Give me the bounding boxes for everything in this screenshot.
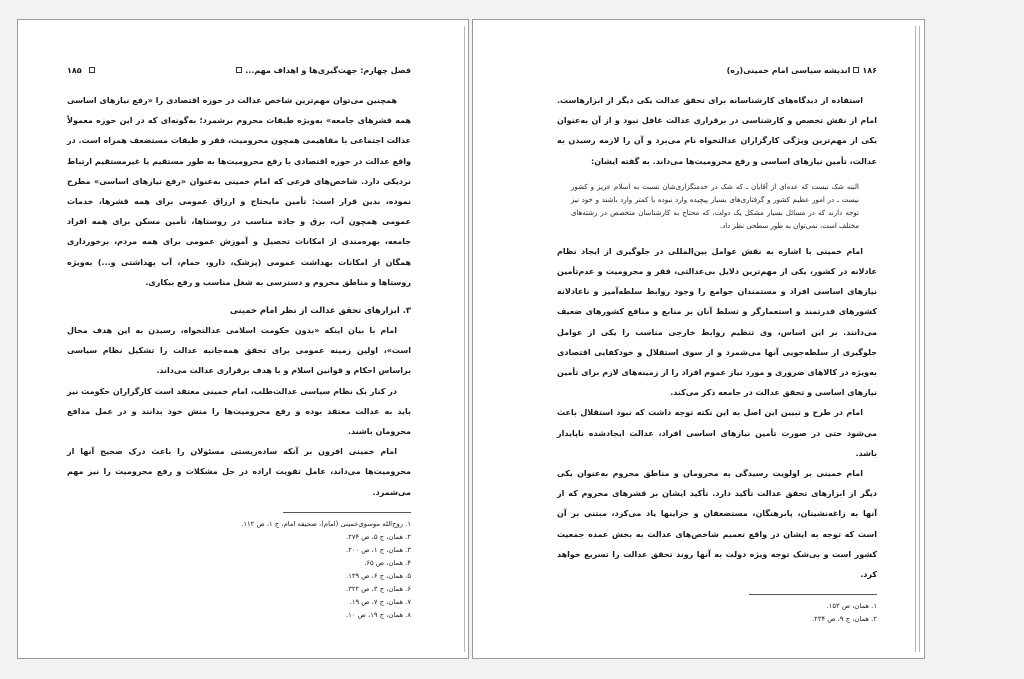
page-edge-line <box>915 26 916 652</box>
paragraph: امام خمینی با اشاره به نقش عوامل بین‌المللی در جلوگیری از ایجاد نظام عادلانه در کشور، یکی از مهم‌ترین دلایل بی‌عدالتی، فقر و محرومیت و عدم‌تأمین نیازهای اساسی افراد و مستمندان جوامع را وجود روابط سلطه‌آمیز و ناعادلانه کشورهای قدرتمند و استعمارگر و تسلط آنان بر منابع و منافع کشورهای ضعیف می‌دانند. بر این اساس، وی تنظیم روابط خارجی مناسب را یکی از عوامل جلوگیری از سلطه‌جویی آنها می‌شمرد و از سوی استقلال و خودکفایی اقتصادی به‌ویژه در کالاهای ضروری و مورد نیاز عموم افراد را از زمینه‌های لازم برای تأمین نیازهای اساسی و تحقق عدالت در جامعه ذکر می‌کند. <box>557 246 877 398</box>
left-page-content <box>67 64 411 622</box>
right-page-number: ۱۸۶اندیشه سیاسی امام خمینی(ره) <box>726 65 877 75</box>
page-edge-line <box>919 26 920 652</box>
right-page <box>472 19 925 659</box>
paragraph: استفاده از دیدگاه‌های کارشناسانه برای تحقق عدالت یکی دیگر از ابزارهاست. امام از نقش تخصص و کارشناسی در برقراری عدالت غافل نبود و از آن به‌عنوان یکی از مهم‌ترین ویژگی کارگزاران عدالتخواه نام می‌برد و آن را لازمه رسیدن به عدالت، تأمین نیازهای اساسی و رفع محرومیت‌ها می‌داند. به گفته ایشان: <box>557 96 877 166</box>
paragraph: امام خمینی افزون بر آنکه ساده‌زیستی مسئولان را باعث درک صحیح آنها از محرومیت‌ها می‌داند، عامل تقویت اراده در حل مشکلات و رفع محرومیت را نیز مهم می‌شمرد. <box>67 447 411 497</box>
footnote: ۱. همان، ص ۱۵۳. <box>826 602 877 611</box>
square-bullet-icon <box>853 67 859 73</box>
paragraph: همچنین می‌توان مهم‌ترین شاخص عدالت در حوزه اقتصادی را «رفع نیازهای اساسی همه قشرهای جامعه» به‌ویژه طبقات محروم برشمرد؛ به‌گونه‌ای که در این حوزه معمولاً عدالت اجتماعی با مفاهیمی همچون محرومیت، فقر و طبقات مستضعف همراه است. در واقع عدالت در حوزه اقتصادی با رفع محرومیت‌ها به طور مستقیم یا غیرمستقیم ارتباط نزدیکی دارد. شاخص‌های فرعی که امام خمینی به‌عنوان «رفع نیازهای اساسی» مطرح نموده، بدین قرار است: تأمین مایحتاج و ارزاق عمومی برای همه قشرها، خدمات عمومی همچون آب، برق و جاده مناسب در روستاها، تأمین مسکن برای همه افراد جامعه، بهره‌مندی از امکانات تحصیل و آموزش عمومی برای همه مردم، برخورداری همگان از امکانات بهداشت عمومی (پزشک، دارو، حمام، آب بهداشتی و...) به‌ویژه روستاها و مناطق محروم و دسترسی به شغل مناسب و رفع بیکاری. <box>67 96 411 287</box>
left-page-number: ۱۸۵ <box>67 66 98 75</box>
paragraph: امام با بیان اینکه «بدون حکومت اسلامی عدالتخواه، رسیدن به این هدف محال است»، اولین زمینه عمومی برای تحقق همه‌جانبه عدالت را تشکیل نظام سیاسی براساس احکام و قوانین اسلام و با هدف برقراری عدالت می‌داند. <box>67 326 411 376</box>
square-bullet-icon <box>236 67 242 73</box>
footnote-divider <box>749 594 877 595</box>
section-heading: ۳. ابزارهای تحقق عدالت از نظر امام خمینی <box>230 305 411 316</box>
footnote: ۸. همان، ج ۱۹، ص ۱۰. <box>346 610 411 619</box>
footnote: ۶. همان، ج ۳، ص ۳۲۲. <box>346 584 411 593</box>
page-edge-line <box>464 26 465 652</box>
left-header-title: فصل چهارم: جهت‌گیری‌ها و اهداف مهم... <box>233 66 411 75</box>
footnote: ۱. روح‌الله موسوی‌خمینی (امام)، صحیفه امام، ج ۱، ص ۱۱۲. <box>241 519 411 528</box>
footnote: ۷. همان، ج ۷، ص ۱۹. <box>349 597 411 606</box>
footnote: ۲. همان، ج ۵، ص ۲۷۴. <box>346 532 411 541</box>
paragraph: در کنار یک نظام سیاسی عدالت‌طلب، امام خمینی معتقد است کارگزاران حکومت نیز باید به عدالت معتقد بوده و رفع محرومیت‌ها را منش خود بدانند و در عمل مدافع محرومان باشند. <box>67 386 411 437</box>
paragraph: امام خمینی بر اولویت رسیدگی به محرومان و مناطق محروم به‌عنوان یکی دیگر از ابزارهای تحقق عدالت تأکید دارد. تأکید ایشان بر قشرهای محروم که از آنها به زاغه‌نشینان، پابرهنگان، مستضعفان و جزاینها یاد می‌کرد، مبتنی بر آن است که توجه به ایشان در واقع تعمیم شاخص‌های عدالت به بخش عمده جمعیت کشور است و بی‌شک توجه ویژه دولت به آنها روند تحقق عدالت را تسریع خواهد کرد. <box>557 469 877 580</box>
footnote: ۲. همان، ج ۹، ص ۲۳۴. <box>812 615 877 624</box>
footnote: ۳. همان، ج ۱، ص ۲۰۰. <box>346 545 411 554</box>
paragraph: امام در طرح و تبیین این اصل به این نکته توجه داشت که نبود استقلال باعث می‌شود حتی در صورت تأمین نیازهای اساسی افراد، عدالت ایجادشده ناپایدار باشد. <box>557 408 877 458</box>
footnote-divider <box>283 512 411 513</box>
square-bullet-icon <box>89 67 95 73</box>
footnote: ۴. همان، ص ۶۵. <box>364 558 411 567</box>
left-page <box>17 19 469 659</box>
block-quote: البته شک نیست که عده‌ای از آقایان ـ که شک در خدمتگزاری‌شان نسبت به اسلام عزیز و کشور نیست ـ در امور عظیم کشور و گرفتاری‌های بسیار پیچیده وارد نبوده یا کمتر وارد باشند و خود نیز توجه دارند که در مسائل بسیار مشکل یک دولت، که محتاج به کارشناسان متخصص در رشته‌های مختلف است، نمی‌توان به طور سطحی نظر داد. <box>571 182 859 230</box>
right-page-header <box>557 64 877 76</box>
left-page-header <box>67 64 411 76</box>
right-page-content <box>557 64 877 626</box>
footnote: ۵. همان، ج ۶، ص ۱۳۹. <box>346 571 411 580</box>
